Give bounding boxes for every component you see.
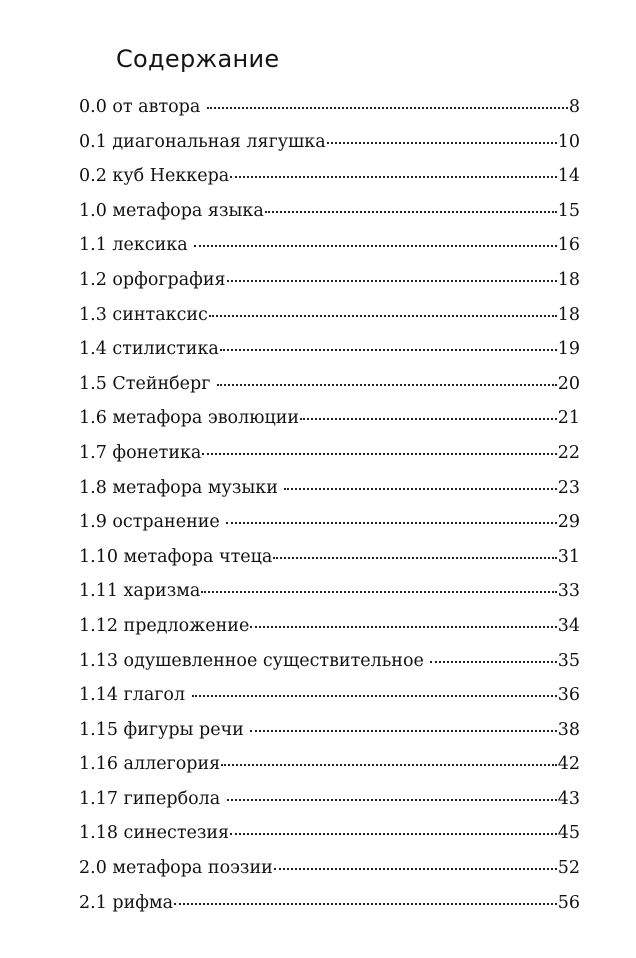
dot-leader: [202, 452, 556, 455]
toc-entry[interactable]: [79, 401, 580, 436]
toc-entry[interactable]: [79, 228, 580, 263]
toc-entry[interactable]: [79, 298, 580, 333]
toc-entry[interactable]: [79, 644, 580, 679]
toc-entry[interactable]: [79, 816, 580, 851]
toc-entry-page-number: 56: [557, 892, 580, 913]
toc-entry[interactable]: [79, 747, 580, 782]
toc-entry-label: 1.9 остранение: [79, 512, 226, 533]
dot-leader: [273, 556, 556, 559]
toc-entry[interactable]: [79, 540, 580, 575]
toc-entry-label: 1.1 лексика: [79, 235, 194, 256]
toc-entry[interactable]: [79, 713, 580, 748]
toc-entry-page-number: 34: [557, 615, 580, 636]
toc-entry-page-number: 31: [557, 546, 580, 567]
dot-leader: [194, 244, 557, 247]
toc-entry-page-number: 23: [557, 477, 580, 498]
toc-entry-page-number: 15: [557, 200, 580, 221]
toc-entry[interactable]: [79, 263, 580, 298]
toc-entry[interactable]: [79, 436, 580, 471]
toc-entry[interactable]: [79, 332, 580, 367]
toc-entry[interactable]: [79, 609, 580, 644]
dot-leader: [284, 487, 556, 490]
toc-entry[interactable]: [79, 505, 580, 540]
toc-entry-label: 1.2 орфография: [79, 269, 226, 290]
toc-entry-label: 1.3 синтаксис: [79, 304, 208, 325]
dot-leader: [300, 417, 557, 420]
toc-entry-label: 0.2 куб Неккера: [79, 166, 230, 187]
dot-leader: [201, 590, 556, 593]
toc-entry-label: 1.18 синестезия: [79, 823, 230, 844]
toc-entry[interactable]: [79, 367, 580, 402]
toc-entry-label: 1.7 фонетика: [79, 442, 202, 463]
toc-entry[interactable]: [79, 90, 580, 125]
dot-leader: [174, 902, 557, 905]
dot-leader: [265, 210, 557, 213]
toc-entry-page-number: 14: [557, 166, 580, 187]
toc-entry[interactable]: [79, 159, 580, 194]
toc-entry-page-number: 22: [557, 442, 580, 463]
toc-entry-label: 1.0 метафора языка: [79, 200, 264, 221]
toc-entry-page-number: 16: [557, 235, 580, 256]
dot-leader: [250, 729, 556, 732]
toc-entry-label: 1.4 стилистика: [79, 339, 219, 360]
toc-entry-page-number: 20: [557, 373, 580, 394]
toc-entry[interactable]: [79, 782, 580, 817]
toc-entry[interactable]: [79, 194, 580, 229]
toc-entry-page-number: 18: [557, 269, 580, 290]
toc-entry-label: 1.8 метафора музыки: [79, 477, 284, 498]
toc-entry[interactable]: [79, 886, 580, 921]
toc-entry-label: 2.0 метафора поэзии: [79, 858, 273, 879]
dot-leader: [227, 798, 557, 801]
toc-entry[interactable]: [79, 678, 580, 713]
dot-leader: [226, 521, 556, 524]
toc-entry-page-number: 42: [557, 754, 580, 775]
toc-entry[interactable]: [79, 471, 580, 506]
toc-entry-label: 1.12 предложение: [79, 615, 250, 636]
dot-leader: [227, 279, 557, 282]
dot-leader: [192, 694, 557, 697]
toc-entry-page-number: 10: [557, 131, 580, 152]
dot-leader: [230, 832, 557, 835]
dot-leader: [220, 348, 557, 351]
toc-entry-page-number: 19: [557, 339, 580, 360]
toc-entry-label: 1.14 глагол: [79, 685, 191, 706]
toc-entry-label: 1.5 Стейнберг: [79, 373, 216, 394]
toc-entry-label: 1.15 фигуры речи: [79, 719, 250, 740]
toc-entry-label: 1.17 гипербола: [79, 788, 226, 809]
toc-entry[interactable]: [79, 125, 580, 160]
toc-entry-page-number: 38: [557, 719, 580, 740]
dot-leader: [274, 867, 557, 870]
toc-entry-page-number: 45: [557, 823, 580, 844]
toc-entry-label: 2.1 рифма: [79, 892, 174, 913]
toc-entry-page-number: 29: [557, 512, 580, 533]
toc-entry-page-number: 8: [568, 97, 580, 117]
toc-entry[interactable]: [79, 574, 580, 609]
toc-entry-page-number: 18: [557, 304, 580, 325]
toc-entry-label: 1.6 метафора эволюции: [79, 408, 300, 429]
page-title: Содержание: [116, 45, 280, 73]
toc-entry-label: 1.11 харизма: [79, 581, 201, 602]
toc-entry-page-number: 33: [557, 581, 580, 602]
toc-entry-page-number: 36: [557, 685, 580, 706]
toc-entry-page-number: 21: [557, 408, 580, 429]
toc-entry-label: 0.1 диагональная лягушка: [79, 131, 326, 152]
toc-entry-label: 1.13 одушевленное существительное: [79, 650, 430, 671]
dot-leader: [430, 660, 556, 663]
toc-entry-page-number: 35: [557, 650, 580, 671]
toc-entry-label: 0.0 от автора: [79, 97, 206, 117]
dot-leader: [209, 314, 557, 317]
dot-leader: [327, 141, 557, 144]
toc-entry-label: 1.10 метафора чтеца: [79, 546, 273, 567]
table-of-contents: [79, 90, 580, 920]
toc-entry[interactable]: [79, 851, 580, 886]
dot-leader: [221, 763, 557, 766]
dot-leader: [217, 383, 557, 386]
toc-entry-page-number: 43: [557, 788, 580, 809]
dot-leader: [250, 625, 556, 628]
dot-leader: [230, 175, 557, 178]
toc-entry-label: 1.16 аллегория: [79, 754, 221, 775]
toc-entry-page-number: 52: [557, 858, 580, 879]
dot-leader: [207, 106, 568, 109]
